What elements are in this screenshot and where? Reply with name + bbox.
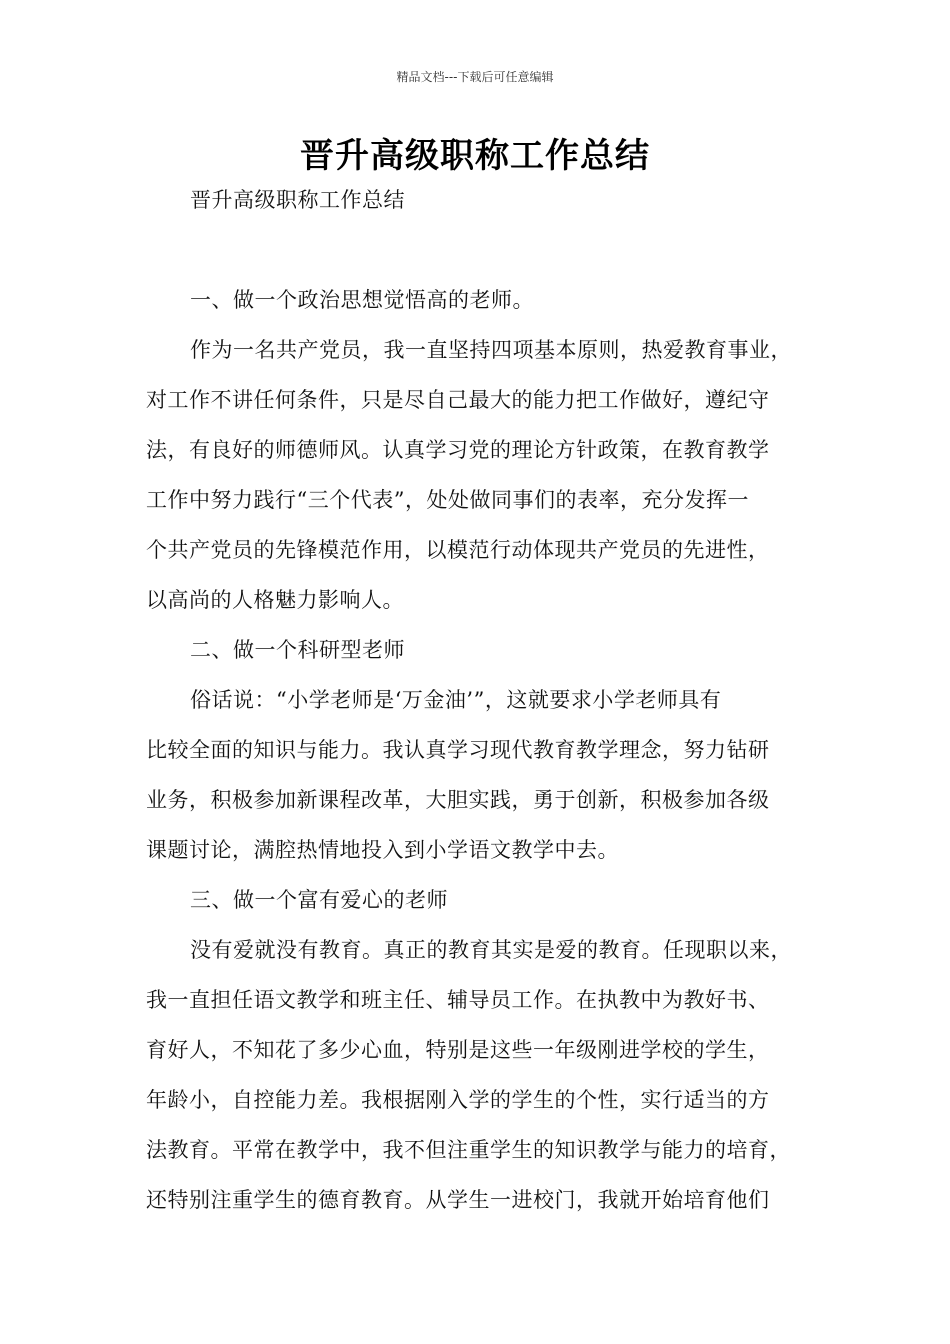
section-heading-2: 二、做一个科研型老师 (190, 638, 405, 662)
paragraph-line: 比较全面的知识与能力。我认真学习现代教育教学理念，努力钻研 (146, 738, 770, 762)
paragraph-line: 业务，积极参加新课程改革，大胆实践，勇于创新，积极参加各级 (146, 788, 770, 812)
paragraph-line: 还特别注重学生的德育教育。从学生一进校门，我就开始培育他们 (146, 1188, 770, 1212)
header-note: 精品文档---下载后可任意编辑 (396, 70, 554, 84)
document-title: 晋升高级职称工作总结 (300, 136, 650, 176)
paragraph-line: 工作中努力践行“三个代表”，处处做同事们的表率，充分发挥一 (146, 488, 749, 512)
paragraph-line: 作为一名共产党员，我一直坚持四项基本原则，热爱教育事业， (190, 338, 792, 362)
paragraph-line: 法，有良好的师德师风。认真学习党的理论方针政策，在教育教学 (146, 438, 770, 462)
paragraph-line: 育好人，不知花了多少心血，特别是这些一年级刚进学校的学生， (146, 1038, 770, 1062)
paragraph-line: 个共产党员的先锋模范作用，以模范行动体现共产党员的先进性， (146, 538, 770, 562)
paragraph-line: 法教育。平常在教学中，我不但注重学生的知识教学与能力的培育， (146, 1138, 791, 1162)
paragraph-line: 我一直担任语文教学和班主任、辅导员工作。在执教中为教好书、 (146, 988, 770, 1012)
paragraph-line: 对工作不讲任何条件，只是尽自己最大的能力把工作做好，遵纪守 (146, 388, 770, 412)
paragraph-line: 没有爱就没有教育。真正的教育其实是爱的教育。任现职以来， (190, 938, 792, 962)
subtitle-line: 晋升高级职称工作总结 (190, 188, 405, 212)
section-heading-1: 一、做一个政治思想觉悟高的老师。 (190, 288, 534, 312)
paragraph-line: 以高尚的人格魅力影响人。 (146, 588, 404, 612)
paragraph-line: 年龄小，自控能力差。我根据刚入学的学生的个性，实行适当的方 (146, 1088, 770, 1112)
paragraph-line: 俗话说：“小学老师是‘万金油’”，这就要求小学老师具有 (190, 688, 722, 712)
section-heading-3: 三、做一个富有爱心的老师 (190, 888, 448, 912)
paragraph-line: 课题讨论，满腔热情地投入到小学语文教学中去。 (146, 838, 619, 862)
